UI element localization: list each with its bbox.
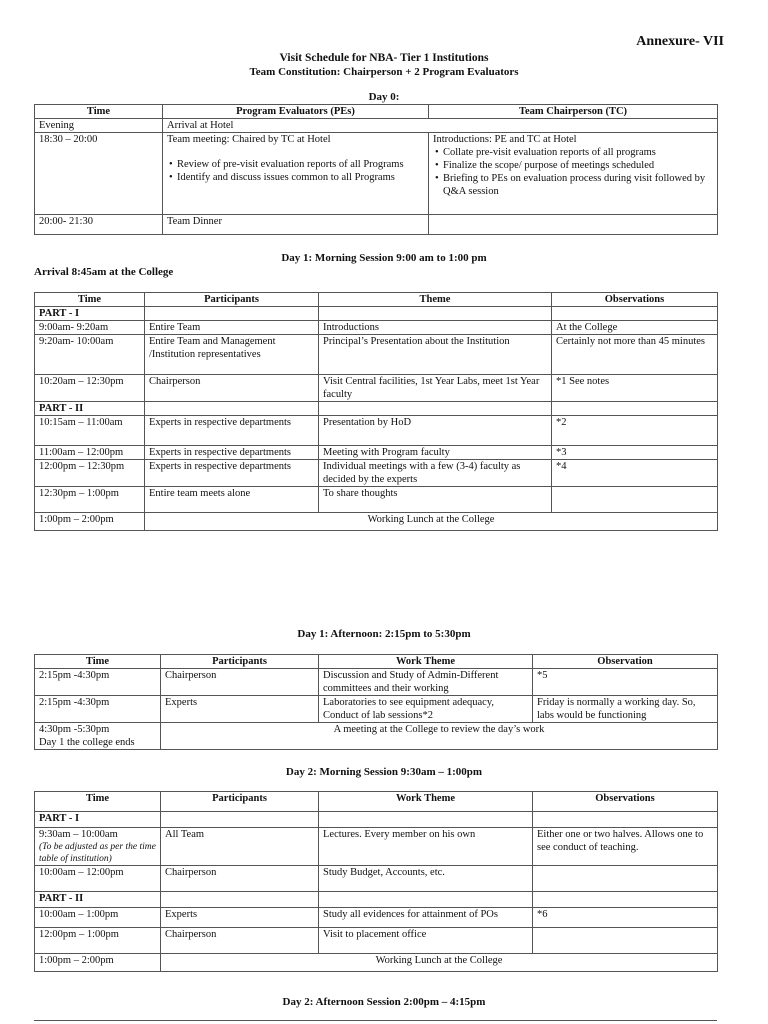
observation-cell: Either one or two halves. Allows one to see conduct of teaching. xyxy=(533,828,718,866)
table-header-row xyxy=(35,105,718,119)
participants-cell: Entire team meets alone xyxy=(145,487,319,513)
part-label: PART - I xyxy=(35,812,161,828)
time-cell: 10:15am – 11:00am xyxy=(35,416,145,446)
day1-morning-heading: Day 1: Morning Session 9:00 am to 1:00 pm xyxy=(281,252,487,264)
time-cell: 2:15pm -4:30pm xyxy=(35,669,161,696)
lunch-cell: Working Lunch at the College xyxy=(161,954,718,972)
table-row xyxy=(35,321,718,335)
table-row xyxy=(35,460,718,487)
time-cell: 1:00pm – 2:00pm xyxy=(35,954,161,972)
empty-cell xyxy=(319,402,552,416)
table-header-row xyxy=(35,792,718,812)
pe-cell: Team Dinner xyxy=(163,215,429,235)
theme-cell: Introductions xyxy=(319,321,552,335)
time-cell xyxy=(35,723,161,750)
day1-afternoon-heading: Day 1: Afternoon: 2:15pm to 5:30pm xyxy=(297,628,471,640)
part-row xyxy=(35,307,718,321)
participants-cell: Chairperson xyxy=(161,866,319,892)
theme-cell: To share thoughts xyxy=(319,487,552,513)
empty-cell xyxy=(319,892,533,908)
part-row xyxy=(35,892,718,908)
participants-cell: All Team xyxy=(161,828,319,866)
column-header: Time xyxy=(35,105,163,119)
day2-afternoon-heading: Day 2: Afternoon Session 2:00pm – 4:15pm xyxy=(282,996,486,1008)
theme-cell: Meeting with Program faculty xyxy=(319,446,552,460)
time-cell: 12:00pm – 12:30pm xyxy=(35,460,145,487)
day1-afternoon-table xyxy=(34,654,718,750)
time-cell: 18:30 – 20:00 xyxy=(35,133,163,215)
observation-cell: At the College xyxy=(552,321,718,335)
empty-cell xyxy=(145,307,319,321)
participants-cell: Entire Team and Management /Institution representatives xyxy=(145,335,319,375)
table-row xyxy=(35,446,718,460)
participants-cell: Experts in respective departments xyxy=(145,460,319,487)
day2-morning-table xyxy=(34,791,718,972)
day0-table xyxy=(34,104,718,235)
column-header: Time xyxy=(35,655,161,669)
column-header: Program Evaluators (PEs) xyxy=(163,105,429,119)
time-cell: 1:00pm – 2:00pm xyxy=(35,513,145,531)
theme-cell: Principal’s Presentation about the Institution xyxy=(319,335,552,375)
tc-cell xyxy=(429,133,718,215)
observation-cell: *2 xyxy=(552,416,718,446)
day1-morning-table xyxy=(34,292,718,531)
time-range: 4:30pm -5:30pm xyxy=(39,724,110,735)
theme-cell: Visit Central facilities, 1st Year Labs, meet 1st Year faculty xyxy=(319,375,552,402)
time-cell: 10:00am – 1:00pm xyxy=(35,908,161,928)
observation-cell: *4 xyxy=(552,460,718,487)
day0-heading: Day 0: xyxy=(368,91,400,103)
review-meeting-cell: A meeting at the College to review the day’s work xyxy=(161,723,718,750)
observation-cell xyxy=(533,866,718,892)
pe-cell xyxy=(163,133,429,215)
theme-cell: Study all evidences for attainment of POs xyxy=(319,908,533,928)
empty-cell xyxy=(319,307,552,321)
table-header-row xyxy=(35,293,718,307)
observation-cell: Friday is normally a working day. So, labs would be functioning xyxy=(533,696,718,723)
empty-cell xyxy=(533,892,718,908)
tc-bullet-list xyxy=(433,146,713,198)
table-row xyxy=(35,335,718,375)
column-header: Team Chairperson (TC) xyxy=(429,105,718,119)
participants-cell: Chairperson xyxy=(161,669,319,696)
table-row xyxy=(35,928,718,954)
empty-cell xyxy=(533,812,718,828)
document-subtitle: Team Constitution: Chairperson + 2 Program Evaluators xyxy=(249,66,519,78)
column-header: Time xyxy=(35,293,145,307)
theme-cell: Study Budget, Accounts, etc. xyxy=(319,866,533,892)
table-row xyxy=(35,828,718,866)
empty-cell xyxy=(161,892,319,908)
list-item: • Finalize the scope/ purpose of meetings scheduled xyxy=(443,159,713,172)
time-cell: 10:00am – 12:00pm xyxy=(35,866,161,892)
observation-cell: *5 xyxy=(533,669,718,696)
part-label: PART - II xyxy=(35,402,145,416)
observation-cell: *1 See notes xyxy=(552,375,718,402)
time-cell: Evening xyxy=(35,119,163,133)
time-cell: 9:20am- 10:00am xyxy=(35,335,145,375)
tc-meeting-title: Introductions: PE and TC at Hotel xyxy=(433,134,577,145)
list-item: • Collate pre-visit evaluation reports of all programs xyxy=(443,146,713,159)
table-row xyxy=(35,723,718,750)
observation-cell: *3 xyxy=(552,446,718,460)
table-row xyxy=(35,487,718,513)
table-row xyxy=(35,908,718,928)
annexure-label: Annexure- VII xyxy=(636,34,724,49)
time-cell: 12:00pm – 1:00pm xyxy=(35,928,161,954)
column-header: Time xyxy=(35,792,161,812)
pe-bullet-list xyxy=(167,158,424,184)
pe-meeting-title: Team meeting: Chaired by TC at Hotel xyxy=(167,134,331,145)
time-cell: 9:00am- 9:20am xyxy=(35,321,145,335)
part-row xyxy=(35,402,718,416)
column-header: Work Theme xyxy=(319,792,533,812)
table-row xyxy=(35,119,718,133)
arrival-note: Arrival 8:45am at the College xyxy=(34,266,174,278)
table-header-row xyxy=(35,655,718,669)
table-row xyxy=(35,866,718,892)
time-cell: 11:00am – 12:00pm xyxy=(35,446,145,460)
next-table-top-border xyxy=(34,1020,717,1021)
lunch-cell: Working Lunch at the College xyxy=(145,513,718,531)
participants-cell: Experts xyxy=(161,908,319,928)
participants-cell: Entire Team xyxy=(145,321,319,335)
table-row xyxy=(35,215,718,235)
column-header: Participants xyxy=(161,655,319,669)
column-header: Participants xyxy=(161,792,319,812)
theme-cell: Visit to placement office xyxy=(319,928,533,954)
participants-cell: Experts in respective departments xyxy=(145,446,319,460)
pe-cell: Arrival at Hotel xyxy=(163,119,718,133)
time-cell: 20:00- 21:30 xyxy=(35,215,163,235)
theme-cell: Laboratories to see equipment adequacy, Conduct of lab sessions*2 xyxy=(319,696,533,723)
participants-cell: Experts in respective departments xyxy=(145,416,319,446)
list-item: • Briefing to PEs on evaluation process during visit followed by Q&A session xyxy=(443,172,713,198)
observation-cell: Certainly not more than 45 minutes xyxy=(552,335,718,375)
column-header: Participants xyxy=(145,293,319,307)
list-item: • Identify and discuss issues common to all Programs xyxy=(177,171,424,184)
empty-cell xyxy=(161,812,319,828)
column-header: Observations xyxy=(533,792,718,812)
time-note: (To be adjusted as per the time table of institution) xyxy=(39,842,156,864)
part-label: PART - I xyxy=(35,307,145,321)
list-item: • Review of pre-visit evaluation reports of all Programs xyxy=(177,158,424,171)
empty-cell xyxy=(319,812,533,828)
column-header: Theme xyxy=(319,293,552,307)
observation-cell: *6 xyxy=(533,908,718,928)
table-row xyxy=(35,133,718,215)
part-row xyxy=(35,812,718,828)
theme-cell: Lectures. Every member on his own xyxy=(319,828,533,866)
time-cell: 2:15pm -4:30pm xyxy=(35,696,161,723)
theme-cell: Discussion and Study of Admin-Different committees and their working xyxy=(319,669,533,696)
table-row xyxy=(35,416,718,446)
empty-cell xyxy=(552,307,718,321)
table-row xyxy=(35,375,718,402)
table-row xyxy=(35,513,718,531)
column-header: Observations xyxy=(552,293,718,307)
document-title: Visit Schedule for NBA- Tier 1 Institutions xyxy=(279,52,489,64)
theme-cell: Individual meetings with a few (3-4) faculty as decided by the experts xyxy=(319,460,552,487)
table-row xyxy=(35,696,718,723)
participants-cell: Chairperson xyxy=(161,928,319,954)
time-range: 9:30am – 10:00am xyxy=(39,829,118,840)
part-label: PART - II xyxy=(35,892,161,908)
table-row xyxy=(35,954,718,972)
column-header: Work Theme xyxy=(319,655,533,669)
column-header: Observation xyxy=(533,655,718,669)
tc-cell xyxy=(429,215,718,235)
time-cell xyxy=(35,828,161,866)
participants-cell: Experts xyxy=(161,696,319,723)
time-cell: 10:20am – 12:30pm xyxy=(35,375,145,402)
time-note: Day 1 the college ends xyxy=(39,737,135,748)
time-cell: 12:30pm – 1:00pm xyxy=(35,487,145,513)
table-row xyxy=(35,669,718,696)
empty-cell xyxy=(145,402,319,416)
empty-cell xyxy=(552,402,718,416)
theme-cell: Presentation by HoD xyxy=(319,416,552,446)
observation-cell xyxy=(552,487,718,513)
observation-cell xyxy=(533,928,718,954)
day2-morning-heading: Day 2: Morning Session 9:30am – 1:00pm xyxy=(285,766,483,778)
participants-cell: Chairperson xyxy=(145,375,319,402)
